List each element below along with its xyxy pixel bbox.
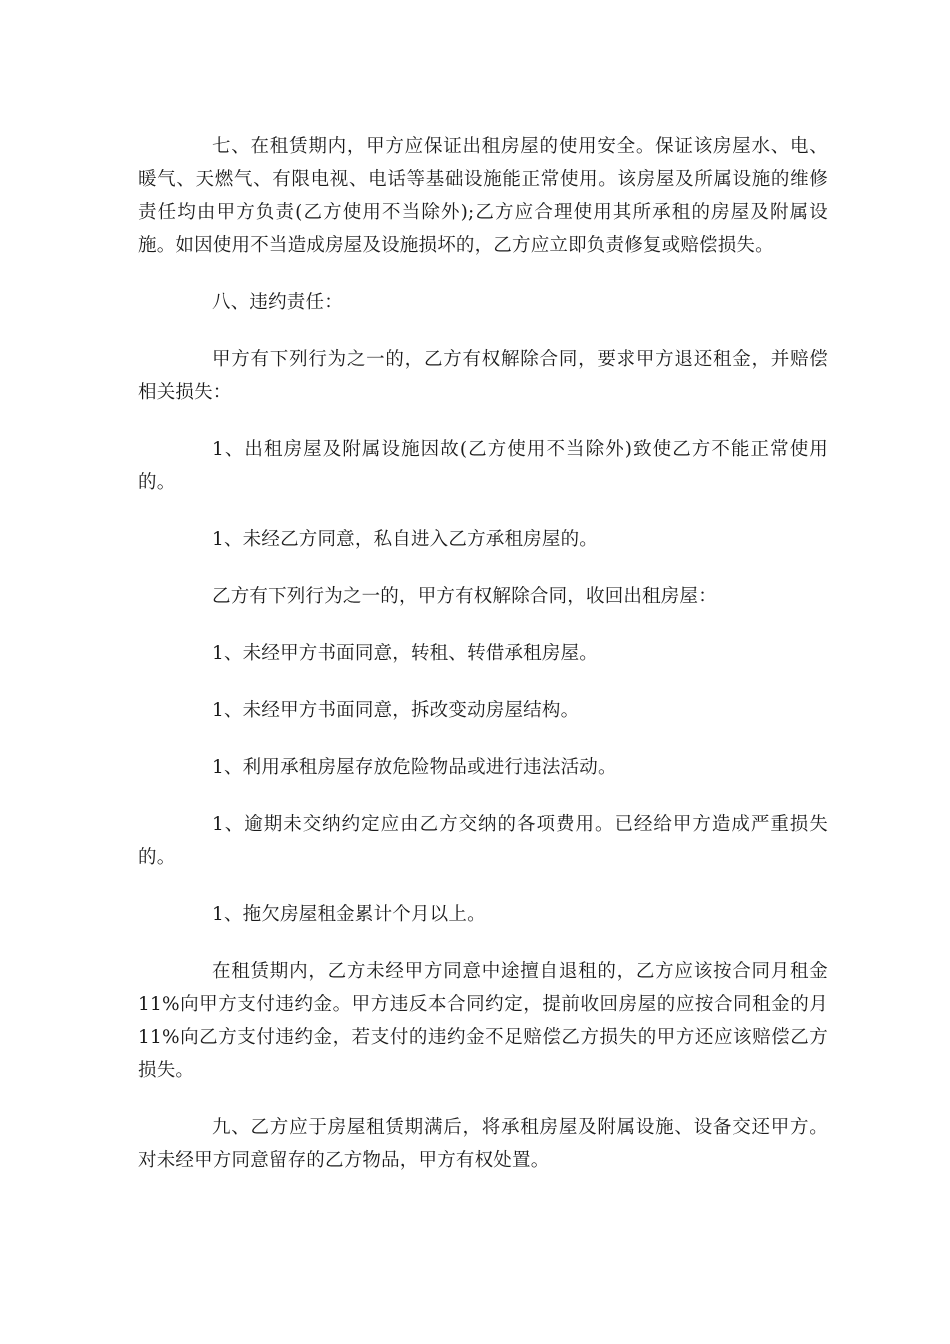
party-b-breach-item: 1、逾期未交纳约定应由乙方交纳的各项费用。已经给甲方造成严重损失的。	[138, 814, 828, 868]
party-a-breach-item: 1、未经乙方同意，私自进入乙方承租房屋的。	[212, 529, 598, 550]
party-b-breach-item: 1、拖欠房屋租金累计个月以上。	[212, 904, 486, 925]
party-b-breach-item: 1、未经甲方书面同意，拆改变动房屋结构。	[212, 700, 580, 721]
party-a-breach-intro: 甲方有下列行为之一的，乙方有权解除合同，要求甲方退还租金，并赔偿相关损失：	[138, 349, 828, 403]
clause-7-maintenance: 七、在租赁期内，甲方应保证出租房屋的使用安全。保证该房屋水、电、暖气、天燃气、有限电视、电话等基础设施能正常使用。该房屋及所属设施的维修责任均由甲方负责(乙方使用不当除外);乙方应合理使用其所承租的房屋及附属设施。如因使用不当造成房屋及设施损坏的，乙方应立即负责修复或赔偿损失。	[138, 136, 828, 256]
clause-8-heading: 八、违约责任：	[212, 292, 343, 313]
party-a-breach-item: 1、出租房屋及附属设施因故(乙方使用不当除外)致使乙方不能正常使用的。	[138, 439, 828, 493]
clause-9-return: 九、乙方应于房屋租赁期满后，将承租房屋及附属设施、设备交还甲方。对未经甲方同意留存的乙方物品，甲方有权处置。	[138, 1117, 828, 1171]
party-b-breach-item: 1、利用承租房屋存放危险物品或进行违法活动。	[212, 757, 617, 778]
party-b-breach-item: 1、未经甲方书面同意，转租、转借承租房屋。	[212, 643, 598, 664]
penalty-paragraph: 在租赁期内，乙方未经甲方同意中途擅自退租的，乙方应该按合同月租金11%向甲方支付违约金。甲方违反本合同约定，提前收回房屋的应按合同租金的月11%向乙方支付违约金，若支付的违约金不足赔偿乙方损失的甲方还应该赔偿乙方损失。	[138, 961, 828, 1081]
party-b-breach-intro: 乙方有下列行为之一的，甲方有权解除合同，收回出租房屋：	[212, 586, 717, 607]
document-body	[138, 130, 828, 1201]
